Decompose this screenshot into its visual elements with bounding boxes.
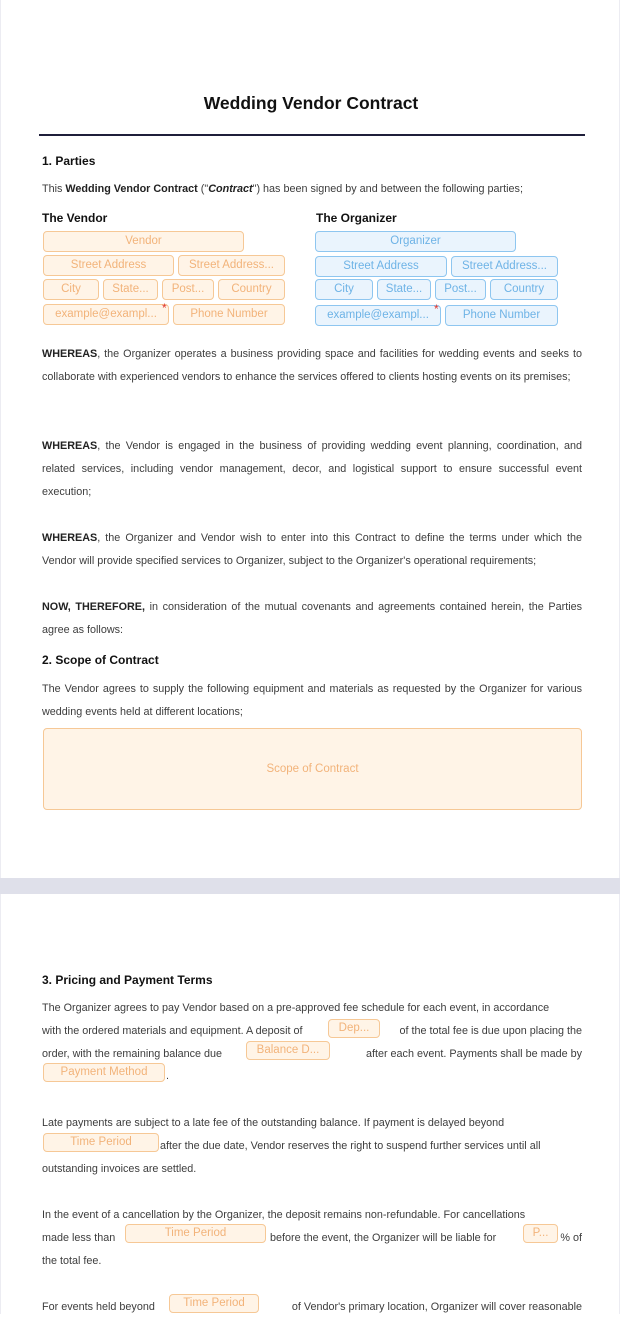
pricing-line-2a: with the ordered materials and equipment. A deposit of [42, 1025, 303, 1037]
organizer-street2-field[interactable]: Street Address... [451, 256, 558, 277]
cancellation-line-2a: made less than [42, 1232, 116, 1244]
document-title: Wedding Vendor Contract [203, 93, 419, 113]
organizer-postal-field[interactable]: Post... [435, 279, 486, 300]
vendor-country-field[interactable]: Country [218, 279, 285, 300]
parties-intro: This Wedding Vendor Contract ("Contract") has been signed by and between the following parties; [42, 183, 523, 195]
late-payment-line-2: after the due date, Vendor reserves the right to suspend further services until all [160, 1140, 541, 1152]
vendor-street2-field[interactable]: Street Address... [178, 255, 285, 276]
cancellation-line-2c: % of [560, 1232, 582, 1244]
whereas-clause-3: WHEREAS, the Organizer and Vendor wish to enter into this Contract to define the terms under which the Vendor will provide specified services to Organizer, subject to the Organizer's operational requirements; [42, 532, 582, 567]
pricing-line-3a: order, with the remaining balance due [42, 1048, 223, 1060]
cancellation-line-1: In the event of a cancellation by the Organizer, the deposit remains non-refundable. For cancellations [42, 1209, 526, 1221]
cancellation-line-3: the total fee. [42, 1255, 102, 1267]
organizer-label: The Organizer [316, 211, 397, 225]
organizer-name-field[interactable]: Organizer [315, 231, 516, 252]
organizer-street-field[interactable]: Street Address [315, 256, 447, 277]
vendor-postal-field[interactable]: Post... [162, 279, 214, 300]
section-heading-parties: 1. Parties [42, 154, 96, 168]
vendor-phone-field[interactable]: Phone Number [173, 304, 285, 325]
whereas-clause-1: WHEREAS, the Organizer operates a business providing space and facilities for wedding events and seeks to collaborate with experienced vendors to enhance the services offered to clients hosting events on its premises; [42, 348, 582, 383]
payment-method-field[interactable]: Payment Method [43, 1063, 165, 1082]
travel-line-1b: of Vendor's primary location, Organizer will cover reasonable [291, 1301, 582, 1313]
deposit-field[interactable]: Dep... [328, 1019, 380, 1038]
late-period-field[interactable]: Time Period [43, 1133, 159, 1152]
vendor-email-field[interactable]: example@exampl... [43, 304, 169, 325]
organizer-phone-field[interactable]: Phone Number [445, 305, 558, 326]
organizer-email-field[interactable]: example@exampl... [315, 305, 441, 326]
section-heading-pricing: 3. Pricing and Payment Terms [42, 973, 213, 987]
organizer-state-field[interactable]: State... [377, 279, 431, 300]
cancellation-percent-field[interactable]: P... [523, 1224, 558, 1243]
scope-of-contract-field[interactable]: Scope of Contract [43, 728, 582, 810]
vendor-state-field[interactable]: State... [103, 279, 158, 300]
required-asterisk: * [162, 301, 167, 315]
pricing-line-2b: of the total fee is due upon placing the [399, 1025, 582, 1037]
travel-period-field[interactable]: Time Period [169, 1294, 259, 1313]
page-separator [0, 878, 620, 894]
cancellation-line-2b: before the event, the Organizer will be liable for [270, 1232, 497, 1244]
pricing-end-period: . [166, 1070, 169, 1082]
now-therefore-clause: NOW, THEREFORE, in consideration of the mutual covenants and agreements contained herein, the Parties agree as follows: [42, 601, 582, 636]
organizer-city-field[interactable]: City [315, 279, 373, 300]
cancellation-period-field[interactable]: Time Period [125, 1224, 266, 1243]
title-divider [39, 134, 585, 136]
document-page-2 [0, 894, 620, 1314]
vendor-label: The Vendor [42, 211, 108, 225]
late-payment-line-1: Late payments are subject to a late fee of the outstanding balance. If payment is delayed beyond [42, 1117, 505, 1129]
vendor-street-field[interactable]: Street Address [43, 255, 174, 276]
pricing-line-1: The Organizer agrees to pay Vendor based on a pre-approved fee schedule for each event, in accordance [42, 1002, 550, 1014]
organizer-country-field[interactable]: Country [490, 279, 558, 300]
vendor-name-field[interactable]: Vendor [43, 231, 244, 252]
balance-due-field[interactable]: Balance D... [246, 1041, 330, 1060]
vendor-city-field[interactable]: City [43, 279, 99, 300]
scope-text: The Vendor agrees to supply the following equipment and materials as requested by the Organizer for various wedding events held at different locations; [42, 683, 582, 718]
required-asterisk: * [434, 302, 439, 316]
late-payment-line-3: outstanding invoices are settled. [42, 1163, 197, 1175]
pricing-line-3b: after each event. Payments shall be made by [365, 1048, 582, 1060]
whereas-clause-2: WHEREAS, the Vendor is engaged in the business of providing wedding event planning, coordination, and related services, including vendor management, decor, and logistical support to ensure successful event execution; [42, 440, 582, 498]
section-heading-scope: 2. Scope of Contract [42, 653, 159, 667]
travel-line-1a: For events held beyond [42, 1301, 155, 1313]
